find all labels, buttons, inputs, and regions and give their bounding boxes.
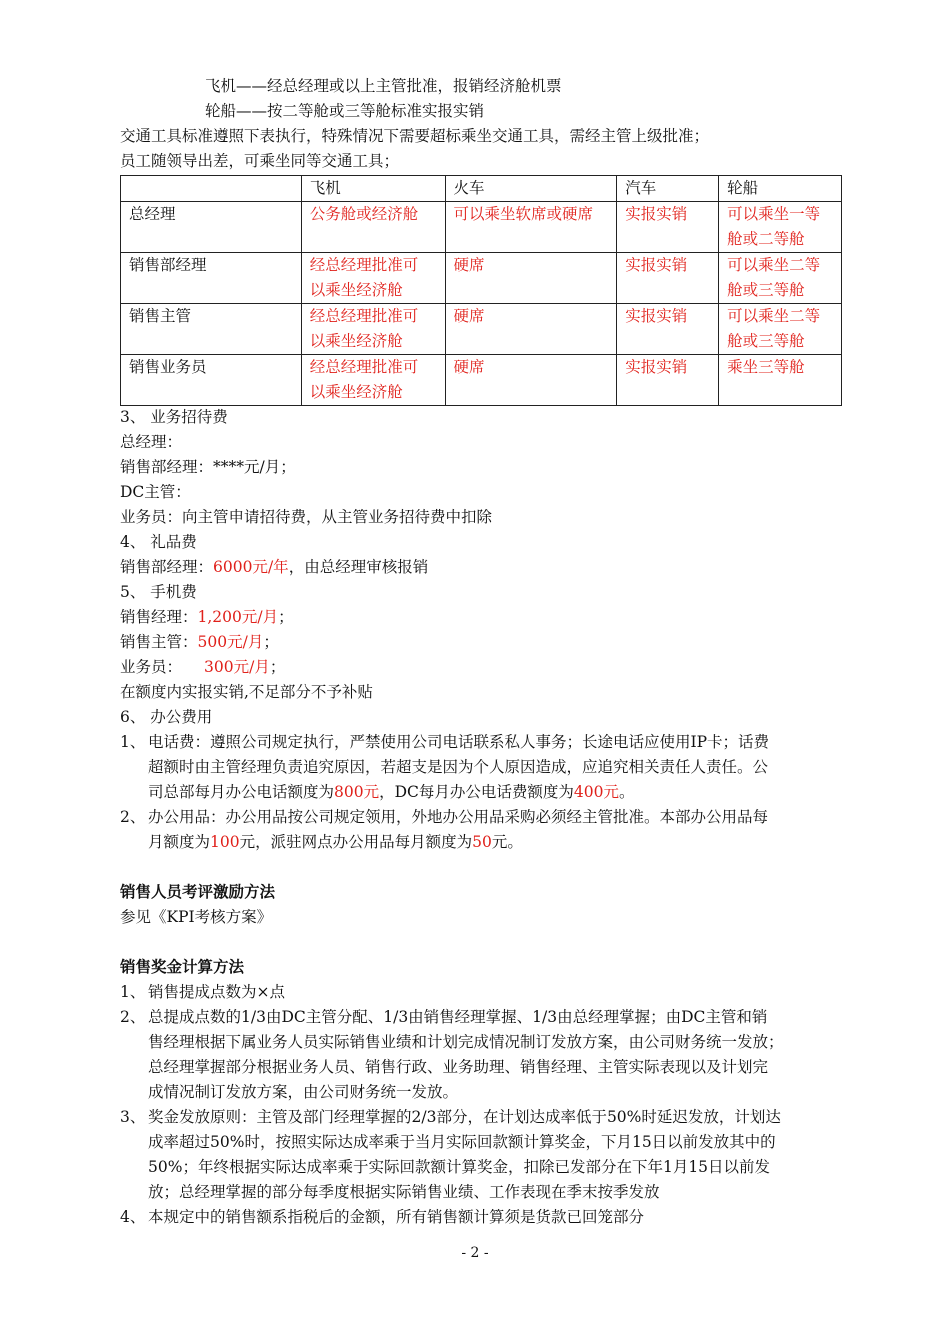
text-line: 总经理：: [120, 433, 183, 451]
train-cell: 硬席: [445, 304, 617, 355]
list-number: 1、: [120, 983, 146, 1001]
text-line: 销售主管：500元/月；: [120, 633, 279, 651]
list-number: 2、: [120, 1008, 146, 1026]
text-line: 本规定中的销售额系指税后的金额，所有销售额计算须是货款已回笼部分: [148, 1208, 645, 1226]
table-row: [121, 202, 842, 253]
train-cell: 硬席: [445, 253, 617, 304]
transport-table: [120, 175, 842, 406]
list-number: 1、: [120, 733, 146, 751]
bonus-heading: 销售奖金计算方法: [120, 958, 245, 976]
bus-cell: 实报实销: [617, 202, 719, 253]
text-line: 销售提成点数为×点: [148, 983, 285, 1001]
rule-ship: 轮船——按二等舱或三等舱标准实报实销: [205, 102, 485, 120]
role-cell: 销售业务员: [121, 355, 302, 406]
text-line: 销售部经理：6000元/年，由总经理审核报销: [120, 558, 429, 576]
table-header-cell: 飞机: [301, 176, 445, 202]
bus-cell: 实报实销: [617, 253, 719, 304]
text-line: 放；总经理掌握的部分每季度根据实际销售业绩、工作表现在季末按季发放: [148, 1183, 660, 1201]
text-line: DC主管：: [120, 483, 191, 501]
section-title-phone: 5、 手机费: [120, 583, 197, 601]
text-line: 业务员： 300元/月；: [120, 658, 286, 676]
text-line: 司总部每月办公电话额度为800元，DC每月办公电话费额度为400元。: [148, 783, 635, 801]
kpi-reference: 参见《KPI考核方案》: [120, 908, 273, 926]
rule-standard: 交通工具标准遵照下表执行，特殊情况下需要超标乘坐交通工具，需经主管上级批准；: [120, 127, 710, 145]
text-line: 业务员：向主管申请招待费，从主管业务招待费中扣除: [120, 508, 493, 526]
airplane-cell: 经总经理批准可 以乘坐经济舱: [301, 355, 445, 406]
table-header-cell: 汽车: [617, 176, 719, 202]
bus-cell: 实报实销: [617, 304, 719, 355]
table-header-cell: 轮船: [719, 176, 842, 202]
text-line: 销售部经理：****元/月；: [120, 458, 296, 476]
text-line: 成情况制订发放方案，由公司财务统一发放。: [148, 1083, 459, 1101]
section-title-office: 6、 办公费用: [120, 708, 213, 726]
text-line: 销售经理：1,200元/月；: [120, 608, 294, 626]
ship-cell: 可以乘坐二等 舱或三等舱: [719, 253, 842, 304]
kpi-heading: 销售人员考评激励方法: [120, 883, 276, 901]
text-line: 月额度为100元，派驻网点办公用品每月额度为50元。: [148, 833, 523, 851]
text-line: 总提成点数的1/3由DC主管分配、1/3由销售经理掌握、1/3由总经理掌握；由DC主管和销: [148, 1008, 768, 1026]
rule-accompany: 员工随领导出差，可乘坐同等交通工具；: [120, 152, 400, 170]
list-number: 3、: [120, 1108, 146, 1126]
table-header-cell: [121, 176, 302, 202]
table-header-cell: 火车: [445, 176, 617, 202]
text-line: 50%；年终根据实际达成率乘于实际回款额计算奖金，扣除已发部分在下年1月15日以前发: [148, 1158, 771, 1176]
table-row: [121, 355, 842, 406]
train-cell: 可以乘坐软席或硬席: [445, 202, 617, 253]
section-title-entertainment: 3、 业务招待费: [120, 408, 228, 426]
role-cell: 销售主管: [121, 304, 302, 355]
page-number: - 2 -: [461, 1245, 489, 1261]
section-title-gifts: 4、 礼品费: [120, 533, 197, 551]
ship-cell: 可以乘坐一等 舱或二等舱: [719, 202, 842, 253]
bus-cell: 实报实销: [617, 355, 719, 406]
rule-airplane: 飞机——经总经理或以上主管批准，报销经济舱机票: [205, 77, 562, 95]
airplane-cell: 公务舱或经济舱: [301, 202, 445, 253]
text-line: 电话费：遵照公司规定执行，严禁使用公司电话联系私人事务；长途电话应使用IP卡；话费: [148, 733, 770, 751]
airplane-cell: 经总经理批准可 以乘坐经济舱: [301, 304, 445, 355]
table-row: [121, 253, 842, 304]
ship-cell: 乘坐三等舱: [719, 355, 842, 406]
train-cell: 硬席: [445, 355, 617, 406]
text-line: 在额度内实报实销,不足部分不予补贴: [120, 683, 373, 701]
ship-cell: 可以乘坐二等 舱或三等舱: [719, 304, 842, 355]
role-cell: 总经理: [121, 202, 302, 253]
text-line: 成率超过50%时，按照实际达成率乘于当月实际回款额计算奖金，下月15日以前发放其中的: [148, 1133, 776, 1151]
table-header-row: [121, 176, 842, 202]
text-line: 售经理根据下属业务人员实际销售业绩和计划完成情况制订发放方案，由公司财务统一发放；: [148, 1033, 784, 1051]
text-line: 超额时由主管经理负责追究原因，若超支是因为个人原因造成，应追究相关责任人责任。公: [148, 758, 769, 776]
list-number: 2、: [120, 808, 146, 826]
text-line: 办公用品：办公用品按公司规定领用，外地办公用品采购必须经主管批准。本部办公用品每: [148, 808, 769, 826]
list-number: 4、: [120, 1208, 146, 1226]
text-line: 奖金发放原则：主管及部门经理掌握的2/3部分，在计划达成率低于50%时延迟发放，计划达: [148, 1108, 781, 1126]
table-row: [121, 304, 842, 355]
role-cell: 销售部经理: [121, 253, 302, 304]
text-line: 总经理掌握部分根据业务人员、销售行政、业务助理、销售经理、主管实际表现以及计划完: [148, 1058, 769, 1076]
airplane-cell: 经总经理批准可 以乘坐经济舱: [301, 253, 445, 304]
